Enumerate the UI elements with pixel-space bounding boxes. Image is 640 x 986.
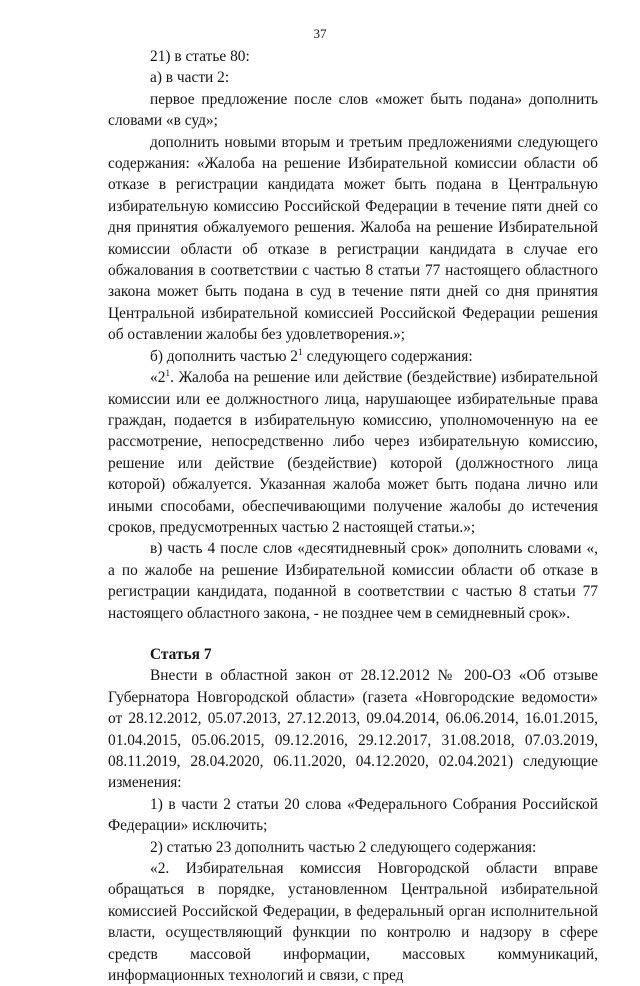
text-run: б) дополнить частью 2 (150, 347, 298, 365)
superscript: 1 (165, 369, 171, 380)
paragraph: «2. Избирательная комиссия Новгородской области вправе обращаться в порядке, установленном Центральной избирательной комиссией Российской Федерации, в федеральный орган исполнительной власти, осуществляющий функции по контролю и надзору в сфере средств массовой информации, массовых коммуникаций, информационных технологий и связи, с пред (108, 860, 598, 985)
paragraph: в) часть 4 после слов «десятидневный срок» дополнить словами «, а по жалобе на решение Избирательной комиссии области об отказе в регистрации кандидата, поданной в соответствии с частью 8 статьи 77 настоящего областного закона, - не позднее чем в семидневный срок». (108, 540, 598, 622)
paragraph: первое предложение после слов «может быть подана» дополнить словами «в суд»; (108, 90, 598, 130)
paragraph-with-superscript (108, 346, 598, 367)
paragraph: дополнить новыми вторым и третьим предложениями следующего содержания: «Жалоба на решение Избирательной комиссии области об отказе в регистрации кандидата может быть подана в Центральную избирательную комиссию Российской Федерации в течение пяти дней со дня принятия обжалуемого решения. Жалоба на решение Избирательной комиссии области об отказе в регистрации кандидата в случае его обжалования в соответствии с частью 8 статьи 77 настоящего областного закона может быть подана в суд в течение пяти дней со дня принятия Центральной избирательной комиссией Российской Федерации решения об оставлении жалобы без удовлетворения.»; (108, 133, 598, 344)
section-gap (108, 624, 598, 644)
document-body (108, 46, 598, 986)
paragraph: Внести в областной закон от 28.12.2012 № 200-ОЗ «Об отзыве Губернатора Новгородской области» (газета «Новгородские ведомости» от 28.12.2012, 05.07.2013, 27.12.2013, 09.04.2014, 06.06.2014, 16.01.2015, 01.04.2015, 05.06.2015, 09.12.2016, 29.12.2017, 31.08.2018, 07.03.2019, 08.11.2019, 28.04.2020, 06.11.2020, 04.12.2020, 02.04.2021) следующие изменения: (108, 667, 598, 792)
page-number: 37 (313, 26, 327, 41)
text-run: следующего содержания: (302, 347, 473, 365)
text-run: «2 (150, 369, 166, 387)
paragraph: а) в части 2: (150, 69, 230, 87)
article-heading: Статья 7 (150, 645, 212, 663)
paragraph-with-superscript (108, 367, 598, 538)
superscript: 1 (298, 347, 303, 358)
paragraph: 2) статью 23 дополнить частью 2 следующего содержания: (150, 838, 537, 856)
text-run: . Жалоба на решение или действие (бездействие) избирательной комиссии или ее должностного лица, нарушающее избирательные права граждан, подается в избирательную комиссию, уполномоченную на ее рассмотрение, непосредственно либо через избирательную комиссию, решение или действие (бездействие) которой (должностного лица которой) обжалуется. Указанная жалоба может быть подана лично или иными способами, обеспечивающими получение жалобы до истечения сроков, предусмотренных частью 2 настоящей статьи.»; (108, 369, 598, 536)
paragraph: 21) в статье 80: (150, 48, 250, 65)
paragraph: 1) в части 2 статьи 20 слова «Федерального Собрания Российской Федерации» исключить; (108, 795, 598, 835)
